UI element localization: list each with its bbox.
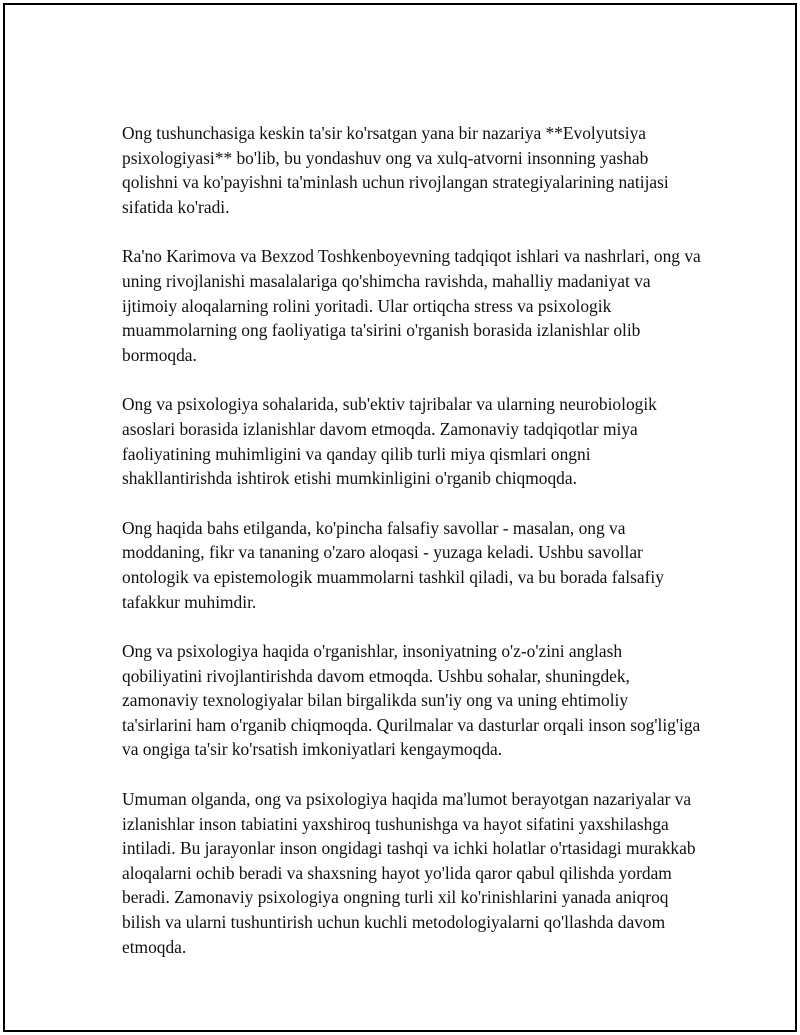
paragraph-5: Ong va psixologiya haqida o'rganishlar, insoniyatning o'z-o'zini anglash qobiliyatini rivojlantirishda davom etmoqda. Ushbu sohalar, shuningdek, zamonaviy texnologiyalar bilan birgalikda sun'iy ong va uning ehtimoliy ta'sirlarini ham o'rganib chiqmoqda. Qurilmalar va dasturlar orqali inson sog'lig'iga va ongiga ta'sir ko'rsatish imkoniyatlari kengaymoqda. (122, 641, 701, 760)
document-body (122, 121, 702, 984)
paragraph-3: Ong va psixologiya sohalarida, sub'ektiv tajribalar va ularning neurobiologik asoslari borasida izlanishlar davom etmoqda. Zamonaviy tadqiqotlar miya faoliyatining muhimligini va qanday qilib turli miya qismlari ongni shakllantirishda ishtirok etishi mumkinligini o'rganib chiqmoqda. (122, 394, 657, 489)
paragraph-6: Umuman olganda, ong va psixologiya haqida ma'lumot berayotgan nazariyalar va izlanishlar inson tabiatini yaxshiroq tushunishga va hayot sifatini yaxshilashga intiladi. Bu jarayonlar inson ongidagi tashqi va ichki holatlar o'rtasidagi murakkab aloqalarni ochib beradi va shaxsning hayot yo'lida qaror qabul qilishda yordam beradi. Zamonaviy psixologiya ongning turli xil ko'rinishlarini yanada aniqroq bilish va ularni tushuntirish uchun kuchli metodologiyalarni qo'llashda davom etmoqda. (122, 789, 696, 957)
page-frame (3, 3, 797, 1032)
paragraph-2: Ra'no Karimova va Bexzod Toshkenboyevning tadqiqot ishlari va nashrlari, ong va uning rivojlanishi masalalariga qo'shimcha ravishda, mahalliy madaniyat va ijtimoiy aloqalarning rolini yoritadi. Ular ortiqcha stress va psixologik muammolarning ong faoliyatiga ta'sirini o'rganish borasida izlanishlar olib bormoqda. (122, 246, 701, 365)
paragraph-4: Ong haqida bahs etilganda, ko'pincha falsafiy savollar - masalan, ong va moddaning, fikr va tananing o'zaro aloqasi - yuzaga keladi. Ushbu savollar ontologik va epistemologik muammolarni tashkil qiladi, va bu borada falsafiy tafakkur muhimdir. (122, 517, 664, 612)
paragraph-1: Ong tushunchasiga keskin ta'sir ko'rsatgan yana bir nazariya **Evolyutsiya psixologiyasi** bo'lib, bu yondashuv ong va xulq-atvorni insonning yashab qolishni va ko'payishni ta'minlash uchun rivojlangan strategiyalarining natijasi sifatida ko'radi. (122, 123, 669, 217)
